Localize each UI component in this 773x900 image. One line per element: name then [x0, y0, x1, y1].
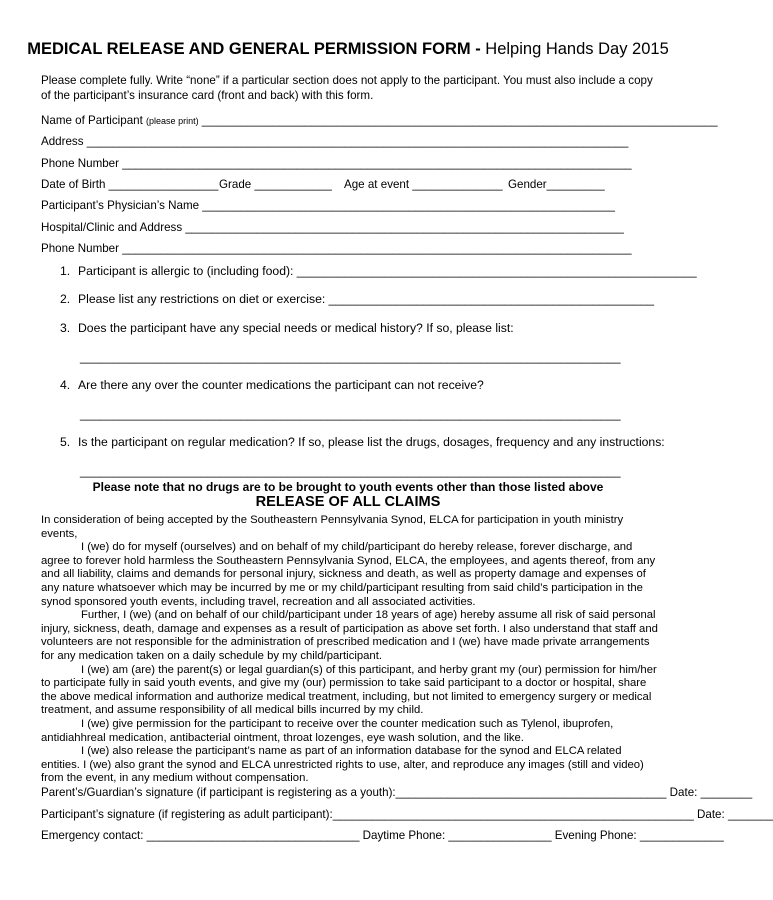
question-text: Please list any restrictions on diet or exercise: ________________________________________________ — [78, 292, 654, 306]
title-bold: MEDICAL RELEASE AND GENERAL PERMISSION FORM - — [27, 40, 481, 58]
question-text: Does the participant have any special needs or medical history? If so, please list: — [78, 321, 514, 335]
question-text: Are there any over the counter medications the participant can not receive? — [78, 378, 484, 392]
gender-field[interactable]: Gender_________ — [508, 178, 605, 191]
question-otc-restrictions — [60, 378, 484, 393]
age-field[interactable]: Age at event ______________ — [344, 178, 503, 191]
question-allergies[interactable] — [60, 264, 697, 279]
release-paragraph: In consideration of being accepted by the Southeastern Pennsylvania Synod, ELCA for participation in youth ministry events, — [41, 514, 624, 540]
question-number: 1. — [60, 264, 71, 278]
question-number: 5. — [60, 435, 71, 449]
question-number: 2. — [60, 292, 71, 306]
phone-number-field[interactable]: Phone Number _______________________________________________________________________________ — [41, 157, 632, 170]
release-paragraph: Further, I (we) (and on behalf of our child/participant under 18 years of age) hereby assume all risk of said personal injury, sickness, death, damage and expenses as a result of participation as above set forth. I also understand that staff and volunteers are not responsible for the administration of prescribed medication and I (we) have made private arrangements for any medication taken on a daily schedule by my child/participant. — [41, 609, 658, 662]
release-text — [41, 514, 659, 786]
question-number: 3. — [60, 321, 71, 335]
release-paragraph: I (we) am (are) the parent(s) or legal guardian(s) of this participant, and herby grant my (our) permission for him/her to participate fully in said youth events, and give my (our) permission to take said participant to a doctor or hospital, share the above medical information and authorize medical treatment, including, but not limited to emergency surgery or medical treatment, and assume responsibility of all medical bills incurred by my child. — [41, 663, 657, 717]
participant-name-hint: (please print) — [146, 116, 199, 126]
participant-signature-line[interactable]: Participant’s signature (if registering as adult participant):________________________________________________________ Date: _______ — [41, 808, 773, 821]
form-title — [0, 40, 696, 59]
dob-field[interactable]: Date of Birth _________________ — [41, 178, 219, 191]
grade-field[interactable]: Grade ____________ — [219, 178, 332, 191]
otc-answer-line[interactable]: _________________________________________________________________________________ — [80, 407, 621, 421]
drugs-note: Please note that no drugs are to be brought to youth events other than those listed above — [92, 480, 604, 494]
release-paragraph: I (we) do for myself (ourselves) and on behalf of my child/participant do hereby release, forever discharge, and agree to forever hold harmless the Southeastern Pennsylvania Synod, ELCA, the employees, and agents thereof, from any and all liability, claims and demands for personal injury, sickness and death, as well as property damage and expenses of any nature whatsoever which may be incurred by me or my child/participant resulting from said child’s participation in the synod sponsored youth events, including travel, recreation and all associated activities. — [41, 541, 656, 608]
release-heading: RELEASE OF ALL CLAIMS — [255, 494, 441, 510]
question-number: 4. — [60, 378, 71, 392]
special-needs-answer-line[interactable]: _________________________________________________________________________________ — [80, 350, 621, 364]
question-text: Is the participant on regular medication? If so, please list the drugs, dosages, frequency and any instructions: — [78, 435, 665, 449]
address-field[interactable]: Address ____________________________________________________________________________________ — [41, 135, 629, 148]
question-diet-restrictions[interactable] — [60, 292, 654, 307]
physician-name-field[interactable]: Participant’s Physician’s Name ________________________________________________________________ — [41, 199, 615, 212]
participant-name-label: Name of Participant — [41, 114, 147, 127]
physician-phone-field[interactable]: Phone Number _______________________________________________________________________________ — [41, 242, 632, 255]
participant-name-field[interactable] — [41, 114, 718, 128]
emergency-contact-line[interactable]: Emergency contact: _________________________________ Daytime Phone: ________________ Evening Phone: _____________ — [41, 829, 724, 842]
question-text: Participant is allergic to (including food): ___________________________________________________________ — [78, 264, 697, 278]
question-regular-medication — [60, 435, 665, 450]
release-paragraph: I (we) give permission for the participant to receive over the counter medication such as Tylenol, ibuprofen, antidiahhreal medication, antibacterial ointment, throat lozenges, eye wash solution, and the like. — [41, 717, 614, 744]
participant-name-blank[interactable]: ________________________________________________________________________________ — [198, 114, 718, 127]
intro-instructions: Please complete fully. Write “none” if a particular section does not apply to the participant. You must also include a copy of the participant’s insurance card (front and back) with this form. — [41, 74, 653, 102]
release-paragraph: I (we) also release the participant’s name as part of an information database for the synod and ELCA related entities. I (we) also grant the synod and ELCA unrestricted rights to use, alter, and reproduce any images (still and video) from the event, in any medium without compensation. — [41, 745, 644, 785]
hospital-address-field[interactable]: Hospital/Clinic and Address ____________________________________________________________________ — [41, 221, 624, 234]
question-special-needs — [60, 321, 514, 336]
title-event: Helping Hands Day 2015 — [480, 40, 669, 58]
parent-signature-line[interactable]: Parent’s/Guardian’s signature (if participant is registering as a youth):__________________________________________ Date: ________ — [41, 786, 753, 799]
medication-answer-line[interactable]: _________________________________________________________________________________ — [80, 464, 621, 478]
